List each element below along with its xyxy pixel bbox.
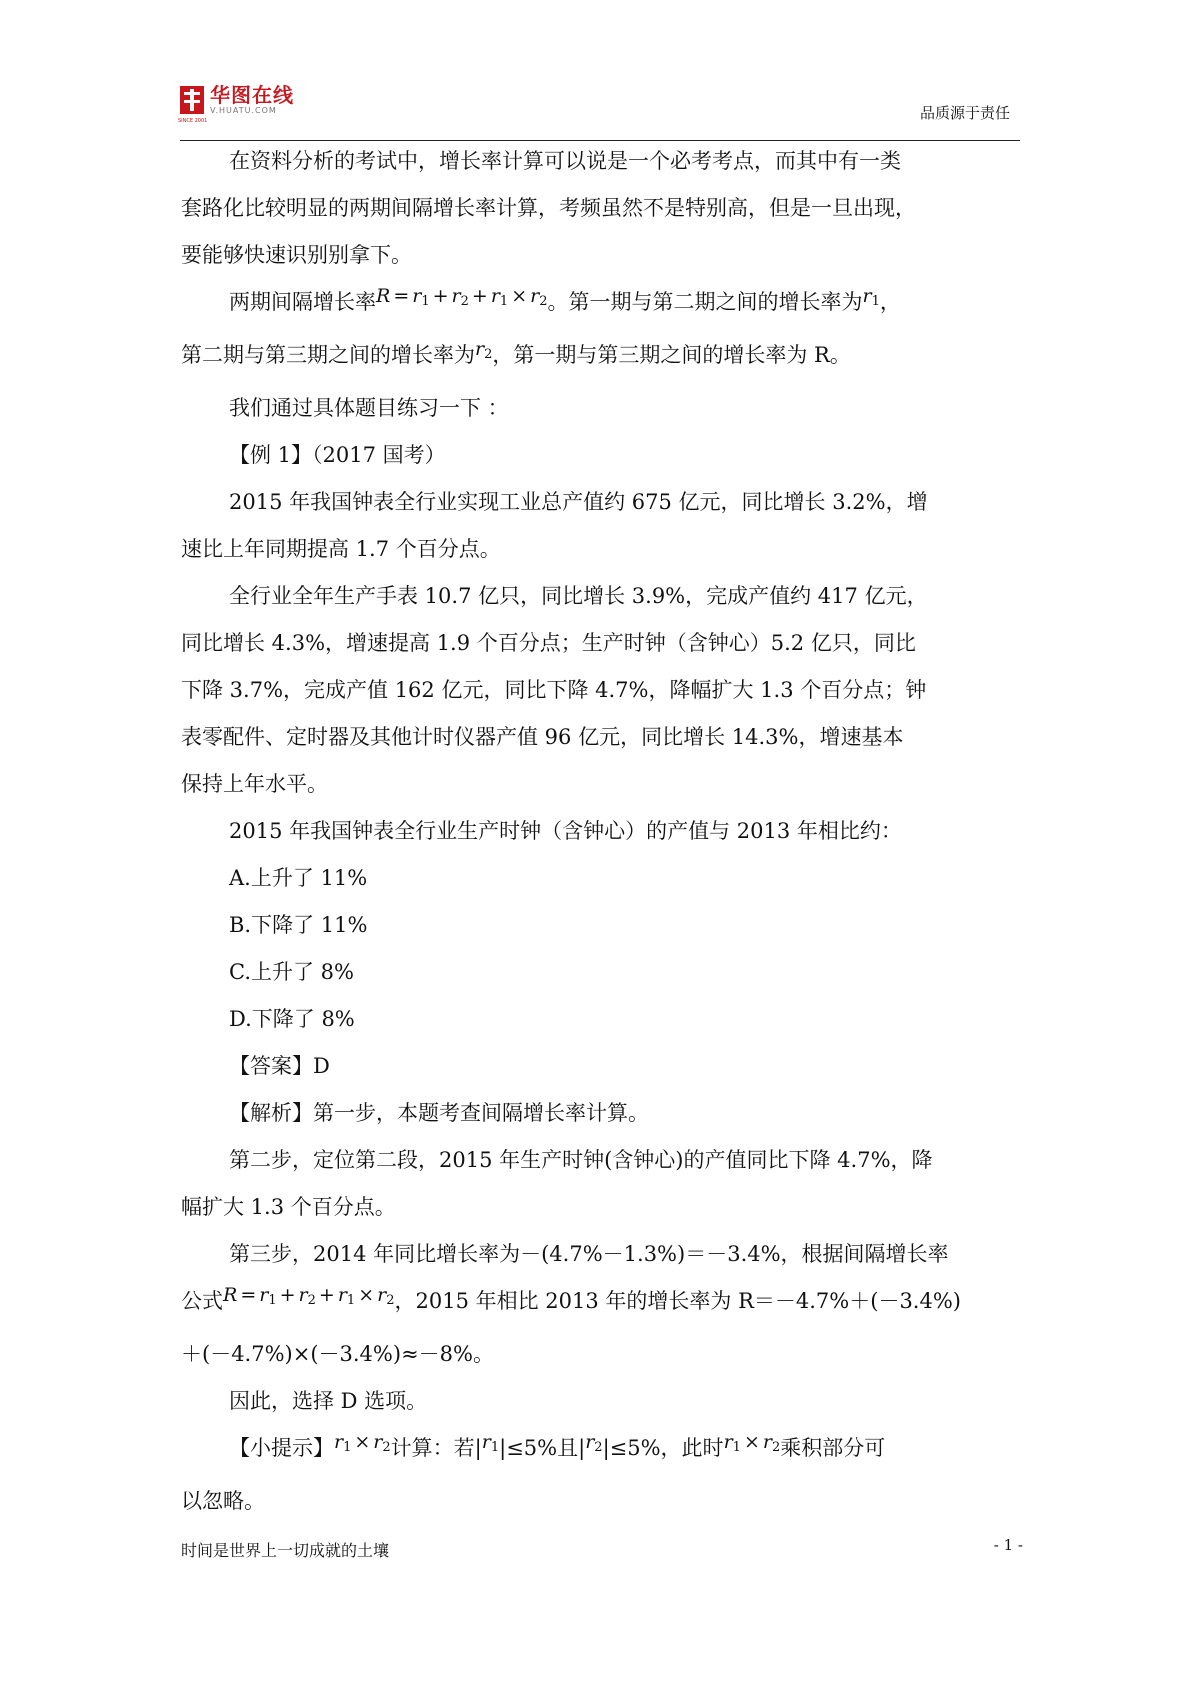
analysis-step-1: 【解析】第一步，本题考查间隔增长率计算。 — [229, 1101, 649, 1125]
growth-formula-repeat: $R = r_1 + r_2 + r_1 \times r_2$ — [223, 1284, 395, 1308]
material-2-line-1: 全行业全年生产手表 10.7 亿只，同比增长 3.9%，完成产值约 417 亿元， — [229, 584, 928, 608]
r1-times-r2: $r_1 \times r_2$ — [334, 1431, 391, 1455]
intro-line-3: 要能够快速识别别拿下。 — [181, 243, 412, 267]
analysis-step-3-line-3: ＋(－4.7%)×(－3.4%)≈－8%。 — [181, 1342, 494, 1366]
material-2-line-5: 保持上年水平。 — [181, 772, 328, 796]
huatu-logo-icon — [180, 86, 204, 114]
material-2-line-3: 下降 3.7%，完成产值 162 亿元，同比下降 4.7%，降幅扩大 1.3 个百分点；钟 — [181, 678, 927, 702]
option-b: B.下降了 11% — [229, 913, 368, 937]
tip-line-2: 以忽略。 — [181, 1489, 265, 1513]
tip-line-1: 【小提示】$r_1 \times r_2$计算：若$|r_1|\le 5\%$且$|r_2|\le 5\%$，此时$r_1 \times r_2$乘积部分可 — [229, 1431, 886, 1460]
logo-url: V.HUATU.COM — [210, 106, 277, 115]
analysis-step-2-line-1: 第二步，定位第二段，2015 年生产时钟(含钟心)的产值同比下降 4.7%，降 — [229, 1148, 933, 1172]
r2-symbol-tip: $r_2$ — [585, 1431, 603, 1455]
logo — [180, 84, 294, 124]
intro-line-1: 在资料分析的考试中，增长率计算可以说是一个必考考点，而其中有一类 — [229, 149, 901, 173]
answer: 【答案】D — [229, 1054, 330, 1078]
option-c: C.上升了 8% — [229, 960, 354, 984]
page-number: - 1 - — [993, 1536, 1023, 1554]
page-header — [180, 78, 1020, 141]
material-1-line-1: 2015 年我国钟表全行业实现工业总产值约 675 亿元，同比增长 3.2%，增 — [229, 490, 928, 514]
logo-name: 华图在线 — [210, 83, 294, 107]
example-tag: 【例 1】（2017 国考） — [229, 443, 446, 467]
document-body — [181, 138, 1021, 1525]
growth-formula: $R = r_1 + r_2 + r_1 \times r_2$ — [376, 285, 548, 309]
material-2-line-4: 表零配件、定时器及其他计时仪器产值 96 亿元，同比增长 14.3%，增速基本 — [181, 725, 904, 749]
r1-symbol-tip: $r_1$ — [481, 1431, 500, 1455]
header-slogan: 品质源于责任 — [919, 104, 1010, 122]
footer-motto: 时间是世界上一切成就的土壤 — [181, 1541, 390, 1560]
logo-since: SINCE 2001 — [178, 118, 208, 124]
question-stem: 2015 年我国钟表全行业生产时钟（含钟心）的产值与 2013 年相比约： — [229, 819, 902, 843]
intro-line-2: 套路化比较明显的两期间隔增长率计算，考频虽然不是特别高，但是一旦出现， — [181, 196, 916, 220]
analysis-step-2-line-2: 幅扩大 1.3 个百分点。 — [181, 1195, 396, 1219]
r1-times-r2-tip: $r_1 \times r_2$ — [723, 1431, 781, 1455]
r1-symbol: $r_1$ — [862, 285, 880, 309]
option-a: A.上升了 11% — [229, 866, 368, 890]
conclusion: 因此，选择 D 选项。 — [229, 1389, 428, 1413]
r2-symbol: $r_2$ — [475, 338, 493, 362]
formula-line-2: 第二期与第三期之间的增长率为$r_2$，第一期与第三期之间的增长率为 R。 — [181, 338, 851, 367]
practice-intro: 我们通过具体题目练习一下 ： — [229, 396, 509, 420]
material-1-line-2: 速比上年同期提高 1.7 个百分点。 — [181, 537, 501, 561]
analysis-step-3-line-2: 公式$R = r_1 + r_2 + r_1 \times r_2$，2015 年相比 2013 年的增长率为 R＝－4.7%＋(－3.4%) — [181, 1284, 961, 1313]
formula-line-1: 两期间隔增长率$R = r_1 + r_2 + r_1 \times r_2$。第一期与第二期之间的增长率为$r_1$， — [229, 285, 901, 314]
option-d: D.下降了 8% — [229, 1007, 355, 1031]
analysis-step-3-line-1: 第三步，2014 年同比增长率为－(4.7%－1.3%)＝－3.4%，根据间隔增长率 — [229, 1242, 949, 1266]
material-2-line-2: 同比增长 4.3%，增速提高 1.9 个百分点；生产时钟（含钟心）5.2 亿只，同比 — [181, 631, 916, 655]
